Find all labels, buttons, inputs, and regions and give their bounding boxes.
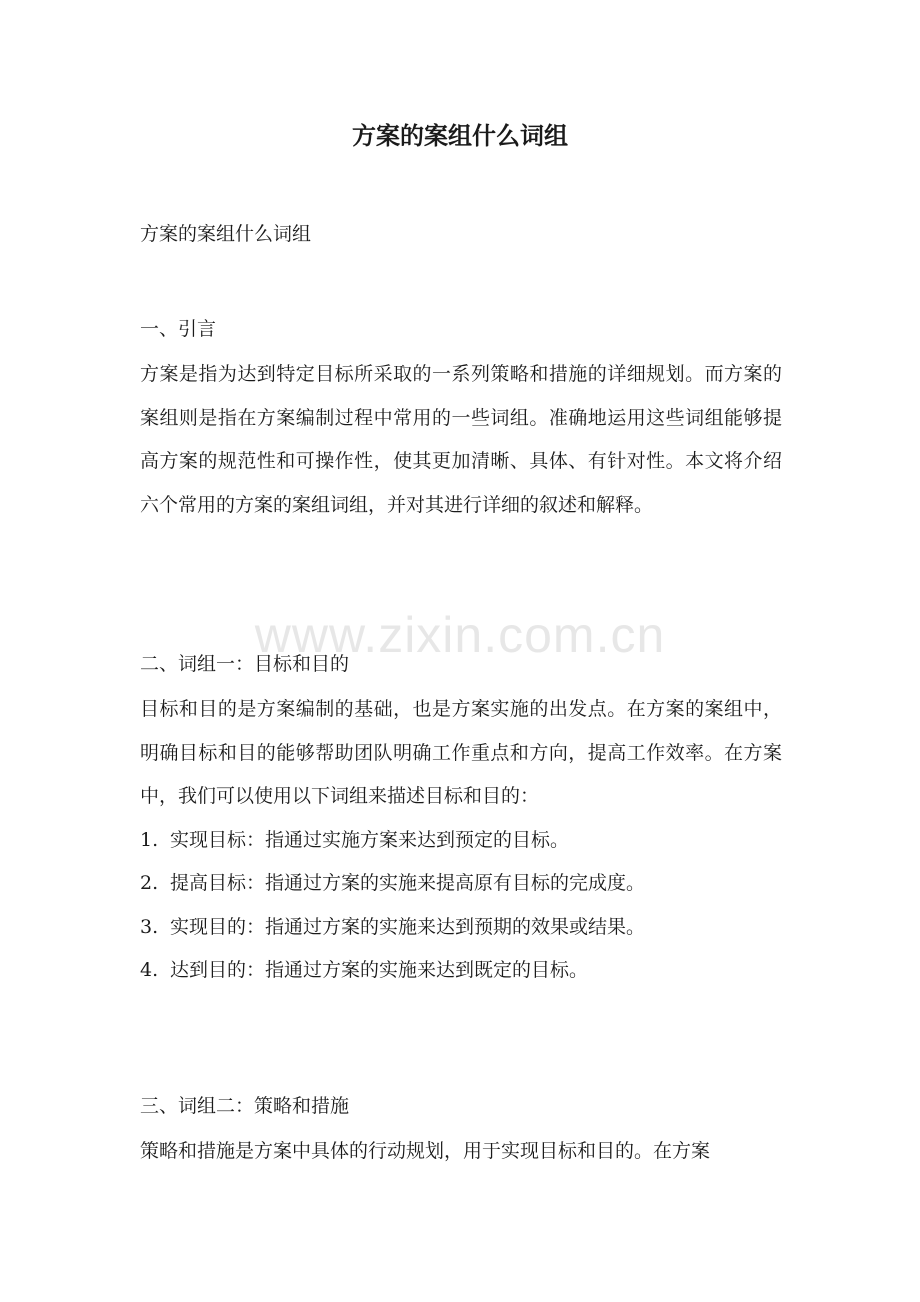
list-item bbox=[140, 862, 782, 906]
list-text: 达到目的：指通过方案的实施来达到既定的目标。 bbox=[170, 959, 589, 981]
section-paragraph: 策略和措施是方案中具体的行动规划，用于实现目标和目的。在方案 bbox=[140, 1140, 711, 1162]
document-title: 方案的案组什么词组 bbox=[352, 121, 568, 150]
list-item bbox=[140, 906, 782, 950]
section-introduction bbox=[140, 313, 782, 527]
list-number: 3. bbox=[140, 915, 159, 938]
list-number: 2. bbox=[140, 872, 159, 894]
section-heading: 三、词组二：策略和措施 bbox=[140, 1095, 350, 1117]
list-text: 实现目标：指通过实施方案来达到预定的目标。 bbox=[170, 828, 570, 851]
section-paragraph: 目标和目的是方案编制的基础，也是方案实施的出发点。在方案的案组中，明确目标和目的能够帮助团队明确工作重点和方向，提高工作效率。在方案中，我们可以使用以下词组来描述目标和目的： bbox=[140, 698, 782, 807]
document-subtitle: 方案的案组什么词组 bbox=[140, 223, 312, 245]
section-paragraph: 方案是指为达到特定目标所采取的一系列策略和措施的详细规划。而方案的案组则是指在方案编制过程中常用的一些词组。准确地运用这些词组能够提高方案的规范性和可操作性，使其更加清晰、具体、有针对性。本文将介绍六个常用的方案的案组词组，并对其进行详细的叙述和解释。 bbox=[140, 363, 782, 516]
list-item bbox=[140, 949, 782, 993]
list-number: 4. bbox=[140, 959, 159, 981]
section-heading: 一、引言 bbox=[140, 318, 217, 340]
section-heading: 二、词组一：目标和目的 bbox=[140, 653, 350, 675]
section-goals bbox=[140, 648, 782, 993]
section-strategies bbox=[140, 1090, 782, 1174]
list-number: 1. bbox=[140, 828, 159, 851]
watermark: www.zixin.com.cn bbox=[254, 607, 666, 663]
list-text: 提高目标：指通过方案的实施来提高原有目标的完成度。 bbox=[170, 872, 646, 894]
list-item bbox=[140, 819, 782, 863]
list-text: 实现目的：指通过方案的实施来达到预期的效果或结果。 bbox=[170, 915, 646, 938]
